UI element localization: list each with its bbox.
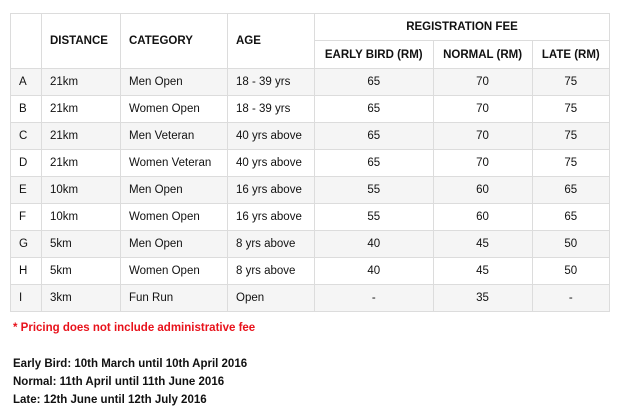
- cell-late-fee: 75: [532, 150, 609, 177]
- cell-row-id: F: [11, 204, 42, 231]
- cell-row-id: D: [11, 150, 42, 177]
- cell-age: 18 - 39 yrs: [228, 69, 315, 96]
- table-body: [11, 69, 610, 312]
- header-age: AGE: [228, 14, 315, 69]
- cell-normal-fee: 70: [433, 96, 532, 123]
- cell-category: Women Open: [121, 204, 228, 231]
- cell-row-id: I: [11, 285, 42, 312]
- table-row: [11, 96, 610, 123]
- cell-early-bird-fee: 40: [315, 258, 434, 285]
- normal-period: Normal: 11th April until 11th June 2016: [13, 376, 225, 388]
- cell-category: Fun Run: [121, 285, 228, 312]
- cell-age: Open: [228, 285, 315, 312]
- table-row: [11, 177, 610, 204]
- cell-row-id: E: [11, 177, 42, 204]
- table-row: [11, 258, 610, 285]
- cell-distance: 5km: [42, 258, 121, 285]
- cell-category: Men Open: [121, 177, 228, 204]
- cell-age: 16 yrs above: [228, 204, 315, 231]
- table-row: [11, 123, 610, 150]
- table-row: [11, 204, 610, 231]
- cell-distance: 10km: [42, 177, 121, 204]
- cell-late-fee: 75: [532, 69, 609, 96]
- cell-normal-fee: 35: [433, 285, 532, 312]
- cell-category: Women Open: [121, 258, 228, 285]
- cell-late-fee: 75: [532, 123, 609, 150]
- cell-age: 16 yrs above: [228, 177, 315, 204]
- cell-distance: 10km: [42, 204, 121, 231]
- pricing-note: * Pricing does not include administrative fee: [13, 322, 256, 334]
- cell-distance: 21km: [42, 69, 121, 96]
- cell-category: Women Veteran: [121, 150, 228, 177]
- cell-age: 8 yrs above: [228, 258, 315, 285]
- header-late: LATE (RM): [532, 41, 609, 69]
- cell-category: Men Open: [121, 69, 228, 96]
- cell-age: 40 yrs above: [228, 123, 315, 150]
- cell-late-fee: 50: [532, 258, 609, 285]
- cell-normal-fee: 70: [433, 150, 532, 177]
- cell-row-id: A: [11, 69, 42, 96]
- cell-distance: 21km: [42, 96, 121, 123]
- header-early-bird: EARLY BIRD (RM): [315, 41, 434, 69]
- cell-row-id: H: [11, 258, 42, 285]
- cell-early-bird-fee: 55: [315, 204, 434, 231]
- header-row-id: [11, 14, 42, 69]
- cell-normal-fee: 60: [433, 204, 532, 231]
- cell-early-bird-fee: 65: [315, 96, 434, 123]
- cell-late-fee: 75: [532, 96, 609, 123]
- header-category: CATEGORY: [121, 14, 228, 69]
- header-normal: NORMAL (RM): [433, 41, 532, 69]
- cell-early-bird-fee: -: [315, 285, 434, 312]
- cell-early-bird-fee: 65: [315, 69, 434, 96]
- cell-category: Men Veteran: [121, 123, 228, 150]
- cell-early-bird-fee: 65: [315, 150, 434, 177]
- table-row: [11, 231, 610, 258]
- cell-distance: 21km: [42, 150, 121, 177]
- cell-early-bird-fee: 55: [315, 177, 434, 204]
- header-row-top: [11, 14, 610, 41]
- cell-age: 40 yrs above: [228, 150, 315, 177]
- cell-age: 8 yrs above: [228, 231, 315, 258]
- cell-row-id: G: [11, 231, 42, 258]
- table-row: [11, 69, 610, 96]
- cell-row-id: B: [11, 96, 42, 123]
- cell-distance: 21km: [42, 123, 121, 150]
- cell-distance: 3km: [42, 285, 121, 312]
- table-header: [11, 14, 610, 69]
- table-row: [11, 150, 610, 177]
- cell-normal-fee: 70: [433, 123, 532, 150]
- header-registration-fee: REGISTRATION FEE: [315, 14, 610, 41]
- cell-late-fee: 50: [532, 231, 609, 258]
- cell-early-bird-fee: 40: [315, 231, 434, 258]
- cell-category: Women Open: [121, 96, 228, 123]
- cell-early-bird-fee: 65: [315, 123, 434, 150]
- cell-normal-fee: 60: [433, 177, 532, 204]
- cell-normal-fee: 45: [433, 231, 532, 258]
- cell-row-id: C: [11, 123, 42, 150]
- cell-category: Men Open: [121, 231, 228, 258]
- cell-late-fee: 65: [532, 177, 609, 204]
- cell-normal-fee: 70: [433, 69, 532, 96]
- early-bird-period: Early Bird: 10th March until 10th April 2016: [13, 358, 248, 370]
- cell-distance: 5km: [42, 231, 121, 258]
- table-row: [11, 285, 610, 312]
- registration-fee-table: [10, 13, 610, 312]
- header-distance: DISTANCE: [42, 14, 121, 69]
- cell-normal-fee: 45: [433, 258, 532, 285]
- cell-age: 18 - 39 yrs: [228, 96, 315, 123]
- cell-late-fee: 65: [532, 204, 609, 231]
- cell-late-fee: -: [532, 285, 609, 312]
- late-period: Late: 12th June until 12th July 2016: [13, 394, 207, 406]
